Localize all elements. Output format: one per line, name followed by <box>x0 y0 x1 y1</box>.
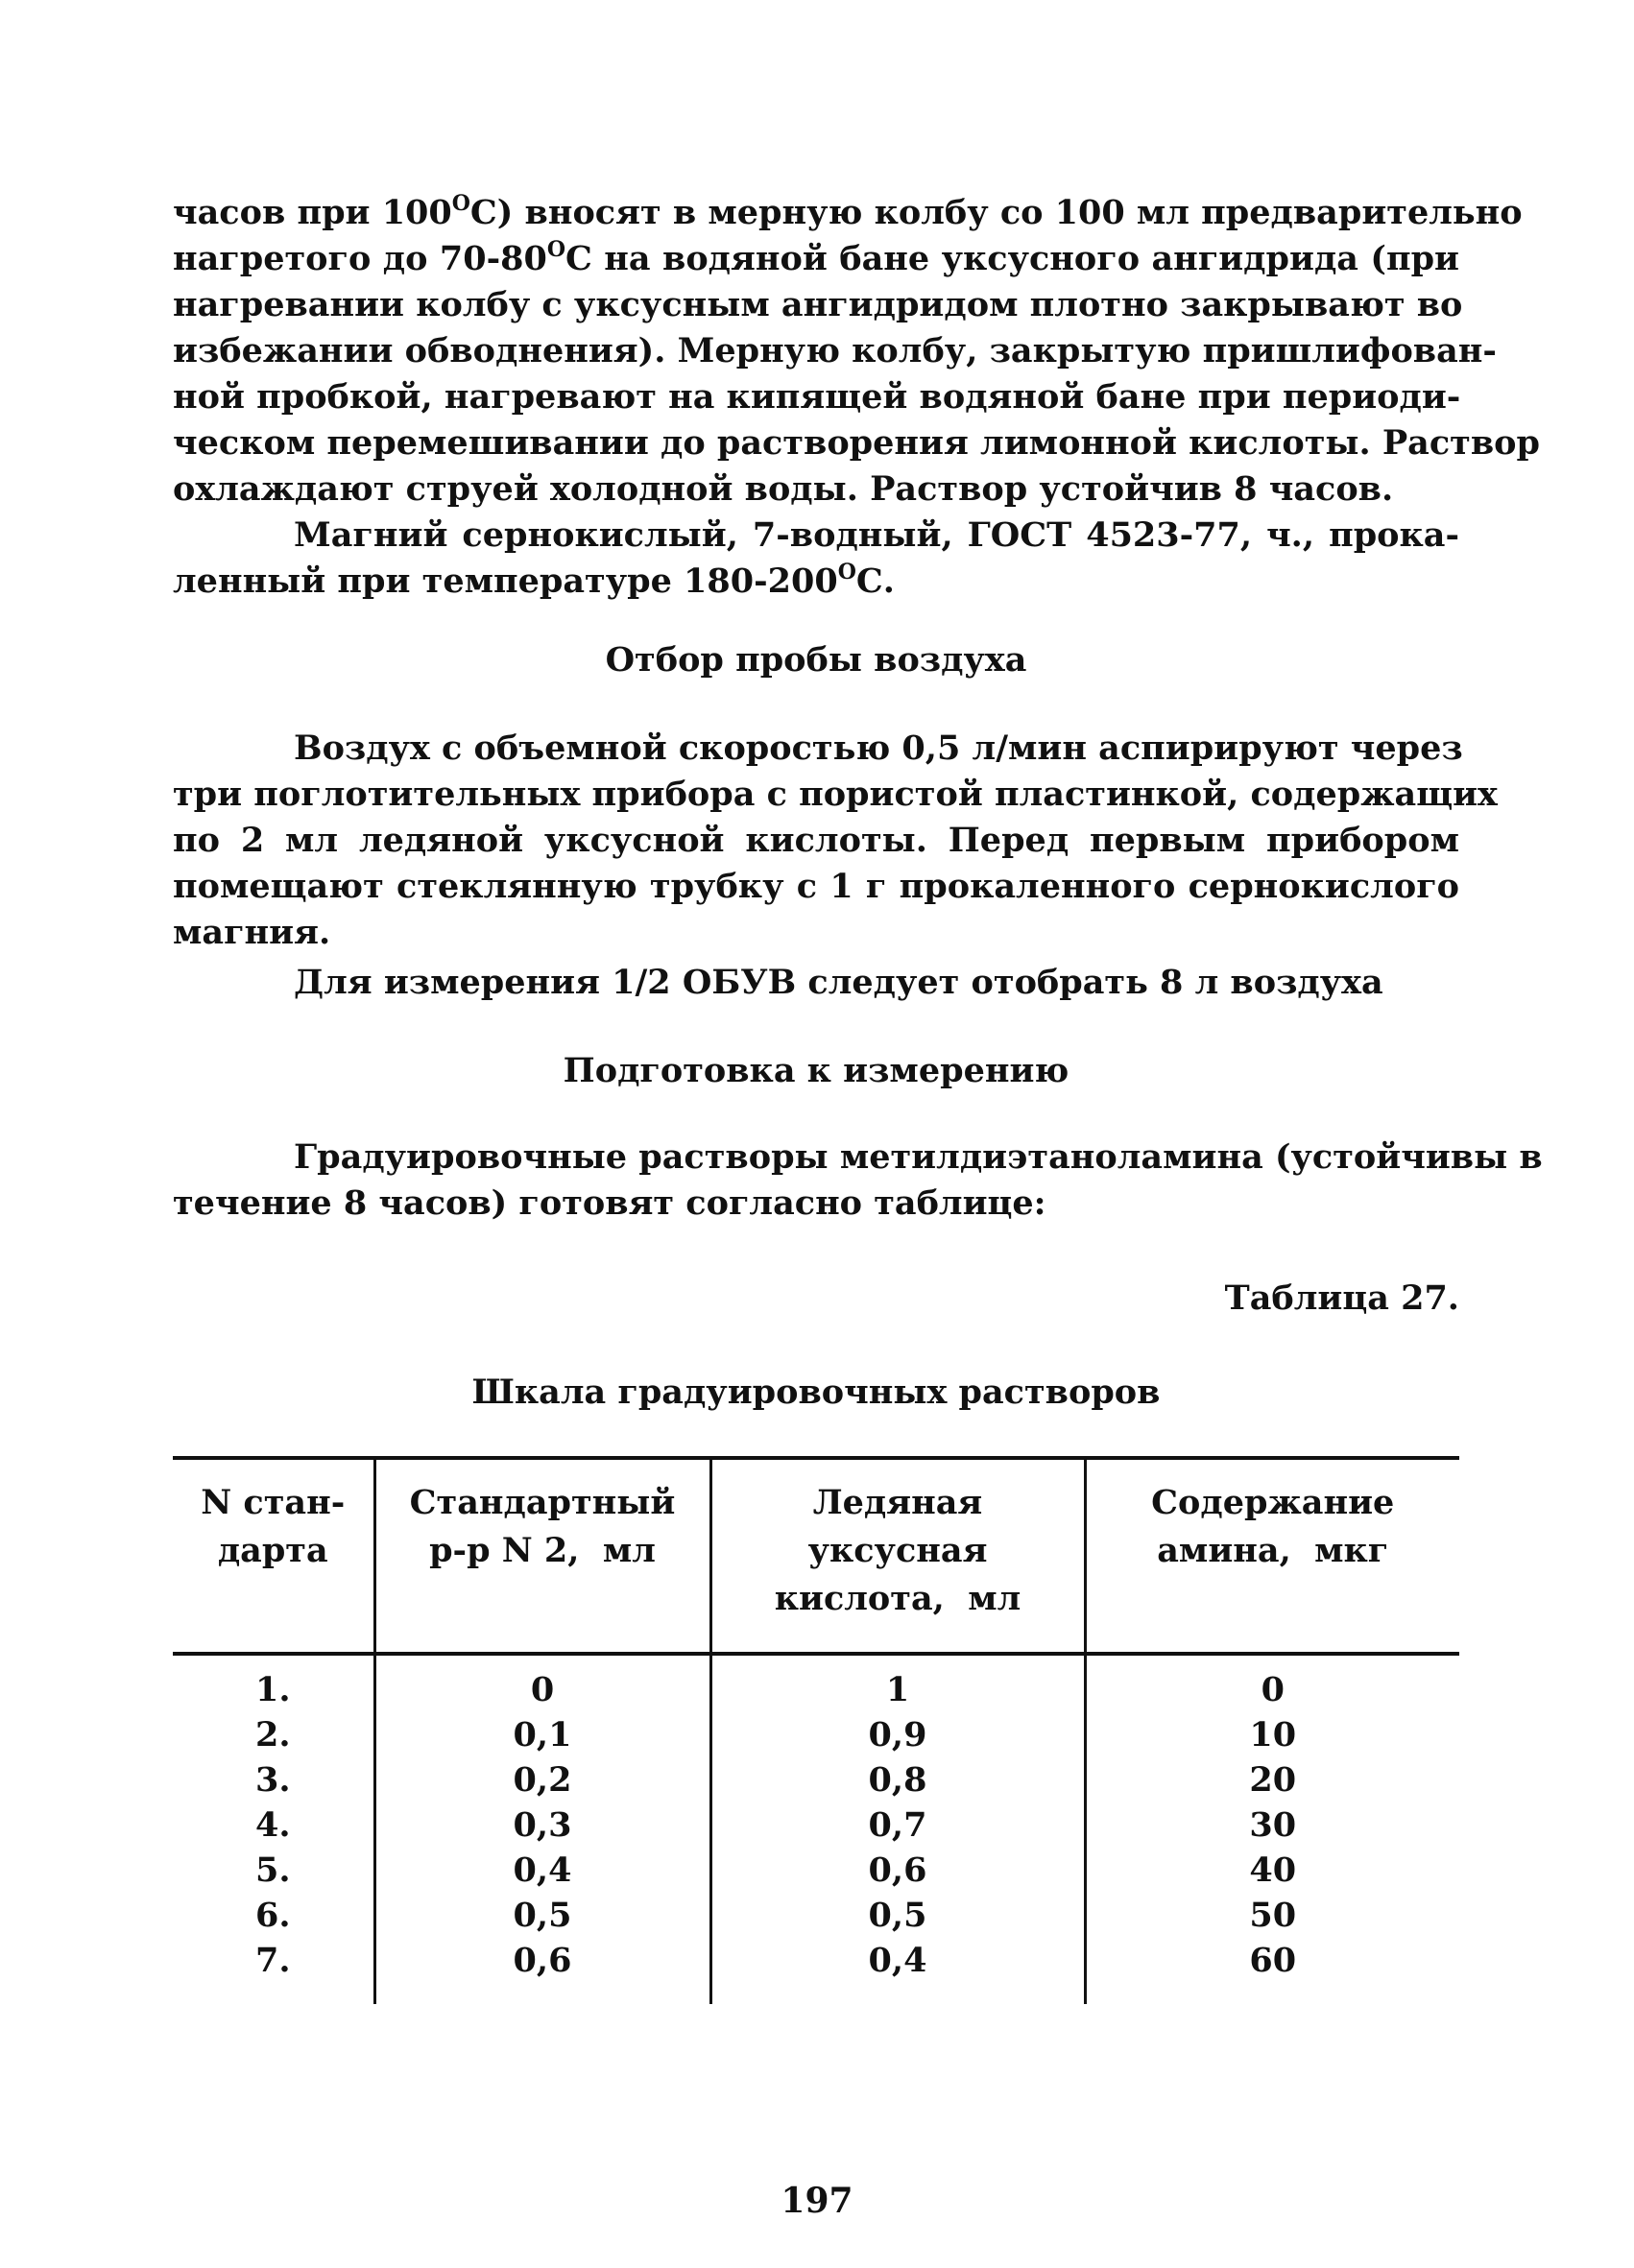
page-number: 197 <box>781 2181 853 2221</box>
table-cell: 1 <box>710 1654 1085 1712</box>
table-cell: 0,6 <box>374 1938 710 2004</box>
sampling-paragraph <box>173 726 1498 956</box>
table-cell: 0 <box>374 1654 710 1712</box>
text-line: Магний сернокислый, 7-водный, ГОСТ 4523-77, ч., прока- <box>294 515 1459 555</box>
text-line: Градуировочные растворы метилдиэтаноламина (устойчивы в <box>294 1137 1543 1177</box>
preparation-paragraph <box>173 1134 1543 1227</box>
table-cell: 0,2 <box>374 1757 710 1802</box>
table-row <box>173 1802 1459 1848</box>
calibration-table <box>173 1456 1459 2004</box>
text-line: ной пробкой, нагревают на кипящей водяной бане при периоди- <box>173 377 1461 417</box>
document-page <box>173 190 1543 2004</box>
table-cell: 40 <box>1085 1848 1459 1893</box>
table-row <box>173 1938 1459 2004</box>
table-cell: 3. <box>254 1760 291 1800</box>
table-cell: 6. <box>254 1896 291 1935</box>
text-line: ческом перемешивании до растворения лимонной кислоты. Раствор <box>173 423 1540 463</box>
text-line: Для измерения 1/2 ОБУВ следует отобрать 8 л воздуха <box>294 963 1383 1002</box>
section-heading-preparation: Подготовка к измерению <box>563 1051 1069 1090</box>
column-header-standard-solution: Стандартный р-р N 2, мл <box>374 1458 710 1654</box>
table-cell: 20 <box>1085 1757 1459 1802</box>
text-line: нагревании колбу с уксусным ангидридом плотно закрывают во <box>173 285 1463 324</box>
table-row <box>173 1848 1459 1893</box>
text-line: избежании обводнения). Мерную колбу, закрытую пришлифован- <box>173 331 1497 370</box>
table-row <box>173 1893 1459 1938</box>
volume-note <box>173 960 1459 1006</box>
text-line: помещают стеклянную трубку с 1 г прокаленного сернокислого <box>173 867 1459 906</box>
table-row <box>173 1654 1459 1712</box>
table-cell: 0,5 <box>374 1893 710 1938</box>
table-title: Шкала градуировочных растворов <box>471 1373 1161 1412</box>
text-line: по 2 мл ледяной уксусной кислоты. Перед первым прибором <box>173 821 1459 860</box>
table-cell: 0,9 <box>710 1712 1085 1757</box>
table-cell: 0,7 <box>710 1802 1085 1848</box>
text-line: магния. <box>173 913 331 952</box>
table-cell: 0,6 <box>710 1848 1085 1893</box>
table-cell: 0,1 <box>374 1712 710 1757</box>
table-cell: 5. <box>254 1850 291 1890</box>
text-line: течение 8 часов) готовят согласно таблице: <box>173 1183 1046 1223</box>
table-cell: 60 <box>1085 1938 1459 2004</box>
table-cell: 10 <box>1085 1712 1459 1757</box>
table-cell: 0,5 <box>710 1893 1085 1938</box>
table-cell: 2. <box>254 1715 291 1755</box>
table-cell: 0 <box>1085 1654 1459 1712</box>
table-cell: 50 <box>1085 1893 1459 1938</box>
text-line: охлаждают струей холодной воды. Раствор устойчив 8 часов. <box>173 469 1394 509</box>
table-row <box>173 1757 1459 1802</box>
table-header-row <box>173 1458 1459 1654</box>
text-line: часов при $100^OС$) вносят в мерную колбу со 100 мл предварительно <box>173 191 1523 232</box>
table-cell: 7. <box>254 1941 291 1980</box>
table-cell: 0,4 <box>710 1938 1085 2004</box>
table-row <box>173 1712 1459 1757</box>
table-cell: 0,8 <box>710 1757 1085 1802</box>
text-line: Воздух с объемной скоростью 0,5 л/мин аспирируют через <box>294 728 1463 768</box>
table-cell: 0,4 <box>374 1848 710 1893</box>
column-header-acetic-acid: Ледяная уксусная кислота, мл <box>710 1458 1085 1654</box>
table-cell: 30 <box>1085 1802 1459 1848</box>
text-line: ленный при температуре $180-200^OС$. <box>173 560 895 601</box>
section-heading-sampling: Отбор пробы воздуха <box>605 640 1027 680</box>
column-header-standard: N стан- дарта <box>173 1458 374 1654</box>
table-cell: 0,3 <box>374 1802 710 1848</box>
text-line: нагретого до $70-80^OС$ на водяной бане уксусного ангидрида (при <box>173 237 1460 278</box>
table-cell: 1. <box>254 1670 291 1709</box>
column-header-amine-content: Содержание амина, мкг <box>1085 1458 1459 1654</box>
text-line: три поглотительных прибора с пористой пластинкой, содержащих <box>173 775 1498 814</box>
table-cell: 4. <box>254 1805 291 1845</box>
magnesium-paragraph <box>173 513 1459 605</box>
intro-paragraph <box>173 190 1540 513</box>
table-number: Таблица 27. <box>1224 1278 1459 1318</box>
